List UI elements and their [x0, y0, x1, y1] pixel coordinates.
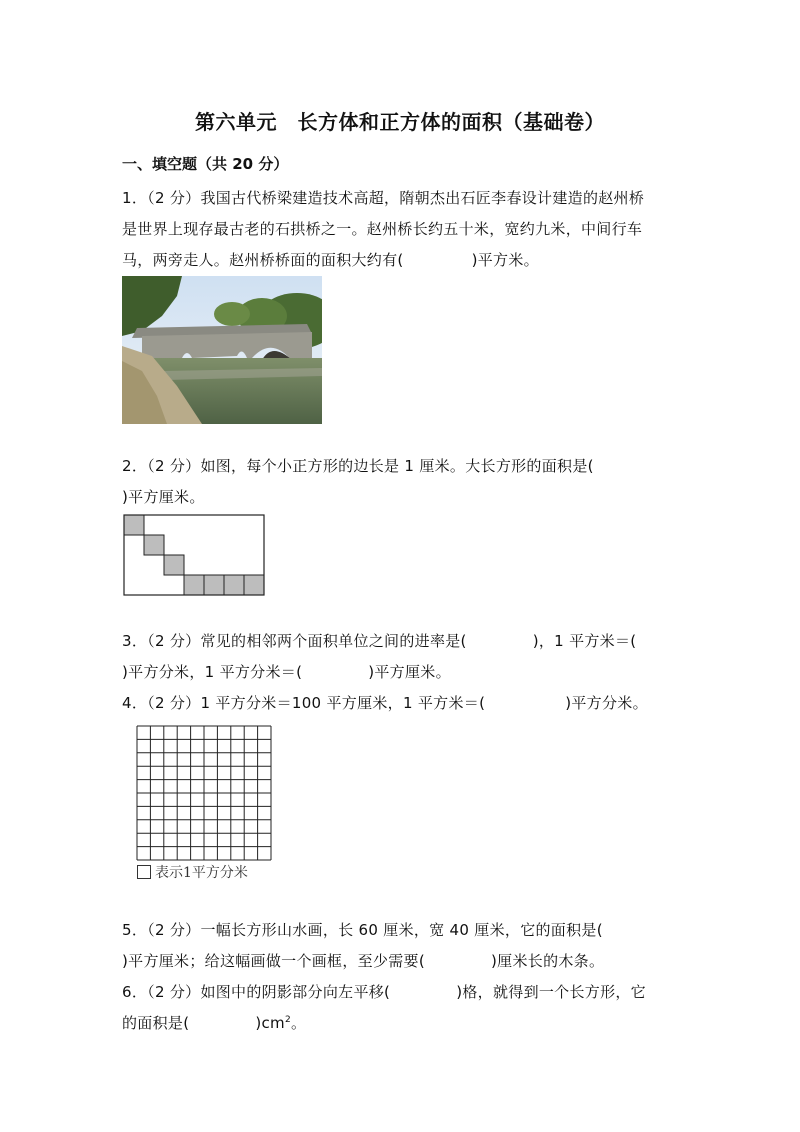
q2-line-2 [122, 486, 205, 507]
shaded-square [184, 575, 204, 595]
q5-line-1: 5．（2 分）一幅长方形山水画，长 60 厘米，宽 40 厘米，它的面积是( [122, 921, 603, 939]
q1-line-3 [122, 249, 539, 270]
shaded-square [204, 575, 224, 595]
section-heading: 一、填空题（共 20 分） [122, 155, 289, 173]
q4-line-1 [122, 692, 648, 713]
shaded-square [244, 575, 264, 595]
q2-text: )平方厘米。 [122, 488, 205, 506]
q6-line-1 [122, 981, 646, 1002]
grid-svg [136, 725, 272, 861]
q6-text-a: 6．（2 分）如图中的阴影部分向左平移( [122, 983, 391, 1001]
q3-line-1 [122, 630, 636, 651]
q5-text-b: )厘米长的木条。 [491, 952, 605, 970]
q6-text-c: 的面积是( [122, 1014, 190, 1032]
page-title: 第六单元 长方体和正方体的面积（基础卷） [195, 110, 605, 134]
q6-text-b: )格，就得到一个长方形，它 [456, 983, 646, 1001]
shaded-square [144, 535, 164, 555]
rectangle-figure [123, 514, 267, 602]
q3-line-2 [122, 661, 451, 682]
shaded-square [124, 515, 144, 535]
q3-text-d: )平方厘米。 [368, 663, 451, 681]
q5-line-2 [122, 950, 604, 971]
q6-text-d: 。 [291, 1014, 307, 1032]
q1-text-b: )平方米。 [471, 251, 539, 269]
q6-unit-exponent: 2 [284, 1015, 292, 1025]
shaded-square [164, 555, 184, 575]
legend-text: 表示1平方分米 [155, 865, 248, 881]
q1-line-1: 1．（2 分）我国古代桥梁建造技术高超，隋朝杰出石匠李春设计建造的赵州桥 [122, 189, 645, 207]
square-meter-grid [136, 725, 272, 865]
q3-text-b: )，1 平方米＝( [532, 632, 637, 650]
legend-square-icon [137, 865, 151, 879]
q4-text-b: )平方分米。 [565, 694, 648, 712]
zhaozhou-bridge-photo [122, 276, 322, 424]
q1-text-a: 马，两旁走人。赵州桥桥面的面积大约有( [122, 251, 404, 269]
q4-text-a: 4．（2 分）1 平方分米＝100 平方厘米，1 平方米＝( [122, 694, 486, 712]
q6-unit: )cm [255, 1014, 285, 1032]
q3-text-a: 3．（2 分）常见的相邻两个面积单位之间的进率是( [122, 632, 467, 650]
q5-text-a: )平方厘米；给这幅画做一个画框，至少需要( [122, 952, 426, 970]
shaded-square [224, 575, 244, 595]
q2-line-1: 2．（2 分）如图，每个小正方形的边长是 1 厘米。大长方形的面积是( [122, 457, 594, 475]
rectangle-svg [123, 514, 267, 598]
q6-line-2 [122, 1012, 306, 1033]
q3-text-c: )平方分米，1 平方分米＝( [122, 663, 303, 681]
grid-legend [137, 862, 248, 882]
q1-line-2: 是世界上现存最古老的石拱桥之一。赵州桥长约五十米，宽约九米，中间行车 [122, 220, 643, 238]
